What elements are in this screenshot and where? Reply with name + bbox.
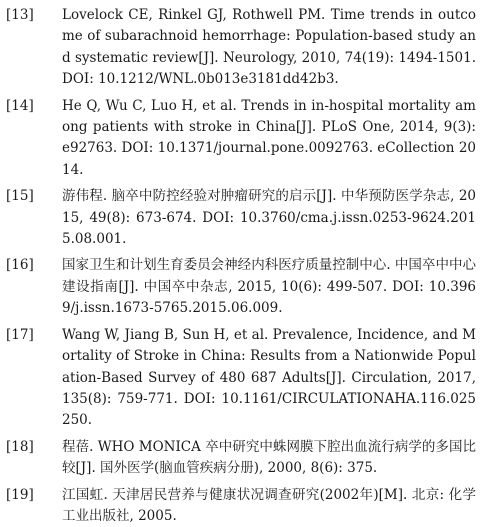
- reference-item: [6, 325, 476, 432]
- reference-number: [15]: [6, 188, 34, 205]
- reference-item: [6, 437, 476, 480]
- reference-text: Wang W, Jiang B, Sun H, et al. Prevalence, Incidence, and Mortality of Stroke in China: Results from a Nationwide Population-Based Survey of 480 687 Adults[J]. Circulation, 2017, 135(8): 759-771. DOI: 10.1161/CIRCULATIONAHA.116.025250.: [62, 326, 476, 429]
- reference-text: 江国虹. 天津居民营养与健康状况调查研究(2002年)[M]. 北京: 化学工业出版社, 2005.: [62, 486, 476, 524]
- reference-item: [6, 485, 476, 527]
- reference-item: [6, 96, 476, 182]
- reference-number: [18]: [6, 438, 34, 455]
- reference-number: [17]: [6, 326, 34, 343]
- reference-text: 国家卫生和计划生育委员会神经内科医疗质量控制中心. 中国卒中中心建设指南[J]. 中国卒中杂志, 2015, 10(6): 499-507. DOI: 10.3969/j.issn.1673-5765.2015.06.009.: [62, 257, 476, 317]
- reference-text: 程蓓. WHO MONICA 卒中研究中蛛网膜下腔出血流行病学的多国比较[J]. 国外医学(脑血管疾病分册), 2000, 8(6): 375.: [62, 438, 476, 477]
- reference-item: [6, 186, 476, 250]
- reference-list: [6, 5, 476, 527]
- reference-item: [6, 5, 476, 91]
- reference-text: 游伟程. 脑卒中防控经验对肿瘤研究的启示[J]. 中华预防医学杂志, 2015, 49(8): 673-674. DOI: 10.3760/cma.j.issn.0253-9624.2015.08.001.: [62, 188, 476, 248]
- reference-number: [14]: [6, 97, 34, 114]
- reference-number: [13]: [6, 7, 34, 23]
- reference-text: He Q, Wu C, Luo H, et al. Trends in in-hospital mortality among patients with stroke in China[J]. PLoS One, 2014, 9(3): e92763. DOI: 10.1371/journal.pone.0092763. eCollection 2014.: [62, 97, 476, 178]
- reference-number: [19]: [6, 486, 34, 503]
- reference-item: [6, 255, 476, 319]
- reference-text: Lovelock CE, Rinkel GJ, Rothwell PM. Time trends in outcome of subarachnoid hemorrhage: Population-based study and systematic review[J]. Neurology, 2010, 74(19): 1494-1501. DOI: 10.1212/WNL.0b013e3181dd42b3.: [62, 7, 476, 88]
- reference-number: [16]: [6, 257, 34, 274]
